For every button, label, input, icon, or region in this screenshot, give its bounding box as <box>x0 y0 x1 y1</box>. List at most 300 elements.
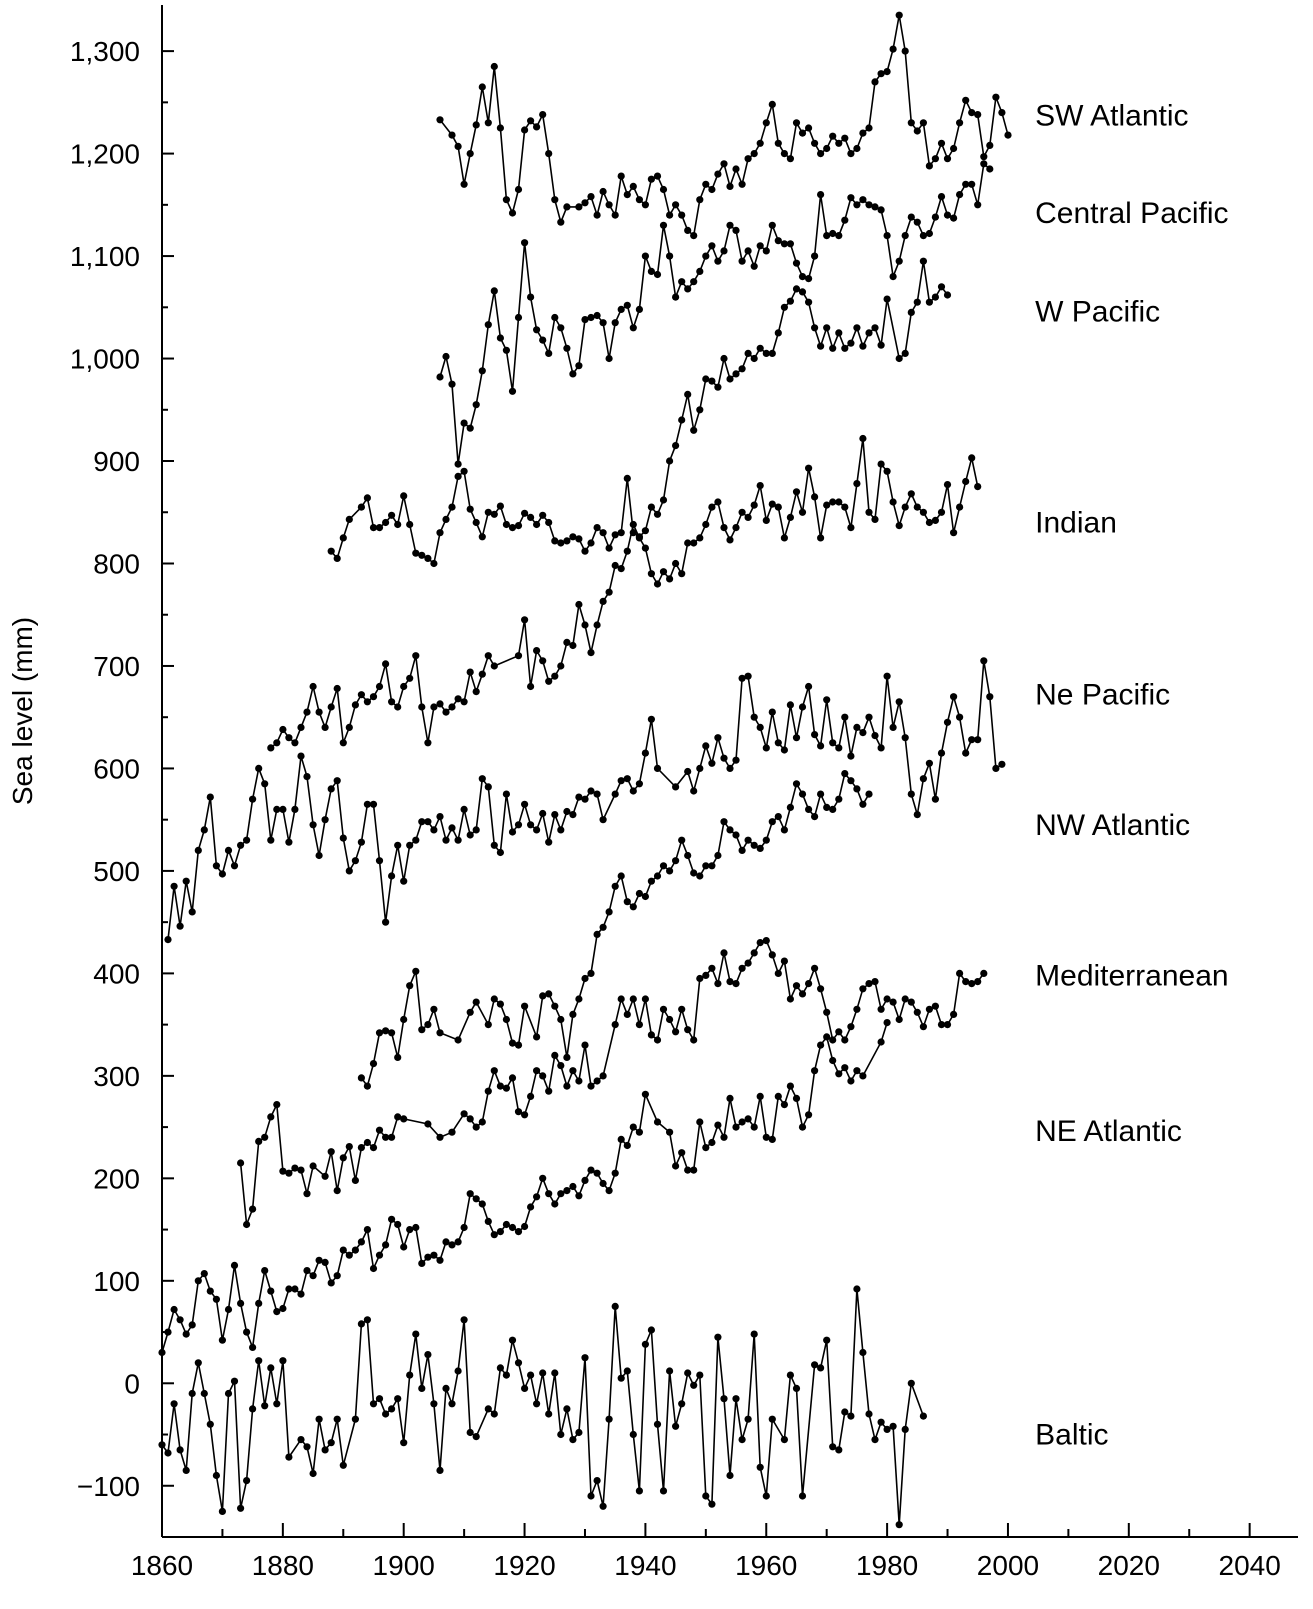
data-point-ne-atlantic <box>509 1224 516 1231</box>
data-point-ne-pacific <box>177 923 184 930</box>
data-point-indian <box>467 669 474 676</box>
data-point-central-pacific <box>938 193 945 200</box>
data-point-baltic <box>702 1492 709 1499</box>
data-point-mediterranean <box>328 1148 335 1155</box>
data-point-ne-atlantic <box>678 1149 685 1156</box>
data-point-central-pacific <box>684 285 691 292</box>
data-point-sw-atlantic <box>926 162 933 169</box>
data-point-ne-atlantic <box>751 1124 758 1131</box>
data-point-sw-atlantic <box>745 155 752 162</box>
data-point-indian <box>491 662 498 669</box>
data-point-ne-atlantic <box>237 1300 244 1307</box>
data-point-nw-atlantic <box>696 872 703 879</box>
data-point-central-pacific <box>835 232 842 239</box>
data-point-ne-atlantic <box>491 1231 498 1238</box>
data-point-central-pacific <box>950 215 957 222</box>
data-point-indian <box>479 671 486 678</box>
data-point-ne-atlantic <box>600 1180 607 1187</box>
data-point-mediterranean <box>436 1134 443 1141</box>
data-point-ne-atlantic <box>418 1260 425 1267</box>
data-point-w-pacific <box>853 324 860 331</box>
data-point-baltic <box>823 1337 830 1344</box>
data-point-mediterranean <box>702 972 709 979</box>
data-point-baltic <box>865 1410 872 1417</box>
data-point-central-pacific <box>726 222 733 229</box>
data-point-ne-pacific <box>884 673 891 680</box>
data-point-central-pacific <box>968 181 975 188</box>
data-point-indian <box>346 724 353 731</box>
data-point-sw-atlantic <box>799 130 806 137</box>
data-point-central-pacific <box>485 321 492 328</box>
data-point-sw-atlantic <box>618 173 625 180</box>
data-point-mediterranean <box>636 1021 643 1028</box>
data-point-mediterranean <box>473 1124 480 1131</box>
data-point-indian <box>871 516 878 523</box>
data-point-central-pacific <box>497 334 504 341</box>
data-point-ne-pacific <box>533 826 540 833</box>
data-point-ne-pacific <box>491 842 498 849</box>
data-point-w-pacific <box>914 299 921 306</box>
data-point-ne-pacific <box>243 837 250 844</box>
data-point-central-pacific <box>763 247 770 254</box>
data-point-baltic <box>745 1416 752 1423</box>
data-point-nw-atlantic <box>769 818 776 825</box>
data-point-ne-pacific <box>322 816 329 823</box>
data-point-indian <box>751 502 758 509</box>
series-label-sw-atlantic: SW Atlantic <box>1035 99 1189 133</box>
data-point-ne-pacific <box>998 761 1005 768</box>
data-point-baltic <box>902 1426 909 1433</box>
data-point-ne-pacific <box>382 919 389 926</box>
data-point-ne-atlantic <box>291 1285 298 1292</box>
data-point-ne-pacific <box>823 696 830 703</box>
data-point-ne-pacific <box>467 831 474 838</box>
data-point-mediterranean <box>255 1138 262 1145</box>
data-point-sw-atlantic <box>986 142 993 149</box>
data-point-central-pacific <box>751 263 758 270</box>
data-point-central-pacific <box>787 240 794 247</box>
data-point-nw-atlantic <box>757 845 764 852</box>
series-line-ne-atlantic <box>162 1023 887 1353</box>
data-point-sw-atlantic <box>485 119 492 126</box>
data-point-ne-atlantic <box>503 1221 510 1228</box>
data-point-central-pacific <box>841 217 848 224</box>
data-point-ne-pacific <box>618 777 625 784</box>
data-point-nw-atlantic <box>841 770 848 777</box>
data-point-mediterranean <box>370 1144 377 1151</box>
data-point-nw-atlantic <box>787 804 794 811</box>
y-tick-label: 200 <box>93 1163 140 1195</box>
data-point-indian <box>521 616 528 623</box>
data-point-central-pacific <box>974 201 981 208</box>
data-point-w-pacific <box>600 529 607 536</box>
data-point-baltic <box>322 1446 329 1453</box>
data-point-ne-atlantic <box>273 1308 280 1315</box>
data-point-ne-pacific <box>388 872 395 879</box>
data-point-nw-atlantic <box>581 975 588 982</box>
data-point-mediterranean <box>720 949 727 956</box>
data-point-ne-pacific <box>745 673 752 680</box>
data-point-ne-atlantic <box>310 1272 317 1279</box>
data-point-ne-pacific <box>400 878 407 885</box>
data-point-baltic <box>624 1367 631 1374</box>
y-axis-ticks <box>70 36 174 1502</box>
data-point-central-pacific <box>563 345 570 352</box>
data-point-baltic <box>751 1331 758 1338</box>
data-point-ne-atlantic <box>376 1252 383 1259</box>
data-point-baltic <box>424 1351 431 1358</box>
data-point-ne-atlantic <box>479 1200 486 1207</box>
data-point-ne-atlantic <box>461 1224 468 1231</box>
data-point-ne-pacific <box>297 753 304 760</box>
data-point-sw-atlantic <box>914 127 921 134</box>
data-point-baltic <box>636 1487 643 1494</box>
data-point-baltic <box>817 1364 824 1371</box>
data-point-w-pacific <box>346 516 353 523</box>
data-point-w-pacific <box>841 345 848 352</box>
series-points <box>158 12 1011 1529</box>
x-tick-label: 1900 <box>372 1550 435 1581</box>
data-point-ne-pacific <box>334 777 341 784</box>
data-point-nw-atlantic <box>618 872 625 879</box>
data-point-indian <box>884 468 891 475</box>
data-point-ne-pacific <box>708 760 715 767</box>
data-point-ne-atlantic <box>183 1331 190 1338</box>
data-point-mediterranean <box>714 980 721 987</box>
data-point-indian <box>412 652 419 659</box>
data-point-indian <box>781 534 788 541</box>
data-point-nw-atlantic <box>503 1016 510 1023</box>
data-point-baltic <box>648 1326 655 1333</box>
data-point-ne-atlantic <box>430 1252 437 1259</box>
data-point-sw-atlantic <box>871 78 878 85</box>
data-point-nw-atlantic <box>424 1021 431 1028</box>
data-point-ne-atlantic <box>569 1183 576 1190</box>
data-point-ne-pacific <box>926 760 933 767</box>
data-point-nw-atlantic <box>720 818 727 825</box>
data-point-sw-atlantic <box>720 160 727 167</box>
data-point-baltic <box>600 1503 607 1510</box>
data-point-ne-pacific <box>835 744 842 751</box>
data-point-ne-atlantic <box>563 1187 570 1194</box>
data-point-nw-atlantic <box>835 796 842 803</box>
data-point-baltic <box>358 1320 365 1327</box>
data-point-ne-pacific <box>811 731 818 738</box>
data-point-mediterranean <box>467 1115 474 1122</box>
data-point-sw-atlantic <box>448 132 455 139</box>
data-point-nw-atlantic <box>412 968 419 975</box>
data-point-sw-atlantic <box>636 196 643 203</box>
data-point-indian <box>974 483 981 490</box>
data-point-ne-atlantic <box>581 1177 588 1184</box>
data-point-ne-pacific <box>436 813 443 820</box>
data-point-ne-pacific <box>581 796 588 803</box>
data-point-ne-pacific <box>231 862 238 869</box>
data-point-ne-atlantic <box>497 1228 504 1235</box>
data-point-sw-atlantic <box>624 191 631 198</box>
data-point-nw-atlantic <box>406 982 413 989</box>
data-point-mediterranean <box>424 1120 431 1127</box>
data-point-indian <box>436 700 443 707</box>
data-point-indian <box>297 724 304 731</box>
data-point-mediterranean <box>624 1011 631 1018</box>
data-point-central-pacific <box>648 268 655 275</box>
data-point-mediterranean <box>376 1127 383 1134</box>
data-point-ne-atlantic <box>177 1316 184 1323</box>
data-point-mediterranean <box>648 1031 655 1038</box>
data-point-indian <box>853 480 860 487</box>
x-tick-label: 1940 <box>614 1550 677 1581</box>
data-point-mediterranean <box>914 1009 921 1016</box>
data-point-mediterranean <box>587 1083 594 1090</box>
data-point-w-pacific <box>630 529 637 536</box>
data-point-indian <box>914 504 921 511</box>
data-point-w-pacific <box>702 375 709 382</box>
data-point-central-pacific <box>799 273 806 280</box>
y-tick-label: 1,000 <box>69 343 140 375</box>
data-point-indian <box>279 726 286 733</box>
data-point-ne-atlantic <box>666 1129 673 1136</box>
data-point-ne-atlantic <box>829 1057 836 1064</box>
data-point-indian <box>878 461 885 468</box>
data-point-w-pacific <box>358 504 365 511</box>
data-point-sw-atlantic <box>461 181 468 188</box>
data-point-sw-atlantic <box>660 186 667 193</box>
data-point-w-pacific <box>418 552 425 559</box>
data-point-central-pacific <box>515 314 522 321</box>
data-point-ne-pacific <box>171 883 178 890</box>
data-point-ne-pacific <box>986 693 993 700</box>
data-point-baltic <box>261 1402 268 1409</box>
data-point-ne-pacific <box>865 714 872 721</box>
data-point-baltic <box>630 1431 637 1438</box>
data-point-w-pacific <box>364 494 371 501</box>
data-point-w-pacific <box>847 340 854 347</box>
data-point-ne-atlantic <box>382 1241 389 1248</box>
data-point-indian <box>515 652 522 659</box>
data-point-baltic <box>503 1372 510 1379</box>
data-point-indian <box>636 534 643 541</box>
data-point-baltic <box>219 1508 226 1515</box>
data-point-indian <box>485 652 492 659</box>
data-point-ne-atlantic <box>394 1221 401 1228</box>
data-point-sw-atlantic <box>944 155 951 162</box>
data-point-ne-pacific <box>914 811 921 818</box>
data-point-central-pacific <box>654 271 661 278</box>
data-point-nw-atlantic <box>865 791 872 798</box>
data-point-central-pacific <box>878 206 885 213</box>
data-point-w-pacific <box>678 416 685 423</box>
data-point-sw-atlantic <box>436 116 443 123</box>
data-point-indian <box>757 482 764 489</box>
data-point-indian <box>618 565 625 572</box>
data-point-ne-pacific <box>950 693 957 700</box>
data-point-ne-pacific <box>346 867 353 874</box>
data-point-w-pacific <box>908 309 915 316</box>
data-point-ne-pacific <box>261 780 268 787</box>
data-point-ne-pacific <box>497 849 504 856</box>
data-point-baltic <box>920 1413 927 1420</box>
data-point-w-pacific <box>672 442 679 449</box>
data-point-indian <box>678 570 685 577</box>
data-point-indian <box>920 509 927 516</box>
data-point-ne-atlantic <box>557 1190 564 1197</box>
data-point-indian <box>358 691 365 698</box>
data-point-ne-atlantic <box>630 1124 637 1131</box>
data-point-ne-atlantic <box>636 1129 643 1136</box>
data-point-w-pacific <box>533 521 540 528</box>
data-point-baltic <box>255 1357 262 1364</box>
data-point-mediterranean <box>751 949 758 956</box>
data-point-ne-atlantic <box>225 1306 232 1313</box>
data-point-sw-atlantic <box>551 196 558 203</box>
data-point-central-pacific <box>630 324 637 331</box>
data-point-w-pacific <box>382 519 389 526</box>
y-tick-label: 0 <box>124 1368 140 1400</box>
data-point-w-pacific <box>666 457 673 464</box>
data-point-nw-atlantic <box>587 970 594 977</box>
data-point-nw-atlantic <box>672 857 679 864</box>
data-point-central-pacific <box>986 165 993 172</box>
data-point-indian <box>944 481 951 488</box>
data-point-baltic <box>509 1337 516 1344</box>
y-tick-label: 500 <box>93 855 140 887</box>
data-point-ne-pacific <box>757 724 764 731</box>
data-point-mediterranean <box>823 1009 830 1016</box>
data-point-central-pacific <box>859 196 866 203</box>
data-point-w-pacific <box>781 304 788 311</box>
data-point-central-pacific <box>624 302 631 309</box>
data-point-indian <box>334 685 341 692</box>
data-point-baltic <box>847 1413 854 1420</box>
data-point-ne-pacific <box>279 806 286 813</box>
data-point-w-pacific <box>521 510 528 517</box>
x-tick-label: 1880 <box>251 1550 314 1581</box>
data-point-baltic <box>720 1395 727 1402</box>
data-point-ne-pacific <box>956 714 963 721</box>
data-point-baltic <box>334 1416 341 1423</box>
series-label-w-pacific: W Pacific <box>1035 295 1161 329</box>
data-point-nw-atlantic <box>370 1060 377 1067</box>
data-point-central-pacific <box>527 294 534 301</box>
data-point-baltic <box>455 1367 462 1374</box>
data-point-mediterranean <box>243 1221 250 1228</box>
data-point-w-pacific <box>690 427 697 434</box>
data-point-mediterranean <box>902 995 909 1002</box>
data-point-sw-atlantic <box>884 68 891 75</box>
data-point-nw-atlantic <box>455 1036 462 1043</box>
data-point-ne-pacific <box>702 742 709 749</box>
data-point-ne-pacific <box>237 842 244 849</box>
data-point-ne-pacific <box>461 806 468 813</box>
data-point-mediterranean <box>364 1139 371 1146</box>
data-point-mediterranean <box>920 1023 927 1030</box>
data-point-sw-atlantic <box>491 63 498 70</box>
y-tick-label: 1,200 <box>69 138 140 170</box>
data-point-baltic <box>606 1416 613 1423</box>
data-point-sw-atlantic <box>938 140 945 147</box>
data-point-ne-atlantic <box>642 1091 649 1098</box>
data-point-indian <box>581 621 588 628</box>
data-point-indian <box>793 488 800 495</box>
data-point-baltic <box>654 1421 661 1428</box>
data-point-nw-atlantic <box>732 831 739 838</box>
data-point-ne-pacific <box>763 744 770 751</box>
data-point-ne-pacific <box>412 837 419 844</box>
data-point-ne-pacific <box>225 847 232 854</box>
data-point-mediterranean <box>575 1077 582 1084</box>
data-point-ne-atlantic <box>388 1216 395 1223</box>
data-point-baltic <box>678 1400 685 1407</box>
data-point-baltic <box>696 1372 703 1379</box>
data-point-central-pacific <box>817 191 824 198</box>
data-point-w-pacific <box>563 537 570 544</box>
data-point-central-pacific <box>690 278 697 285</box>
data-point-mediterranean <box>974 978 981 985</box>
data-point-sw-atlantic <box>714 171 721 178</box>
data-point-nw-atlantic <box>575 995 582 1002</box>
data-point-ne-pacific <box>944 719 951 726</box>
data-point-indian <box>303 709 310 716</box>
data-point-ne-pacific <box>201 826 208 833</box>
data-point-ne-atlantic <box>714 1122 721 1129</box>
data-point-sw-atlantic <box>509 209 516 216</box>
data-point-nw-atlantic <box>817 791 824 798</box>
data-point-baltic <box>557 1431 564 1438</box>
data-point-baltic <box>587 1492 594 1499</box>
data-point-baltic <box>660 1487 667 1494</box>
data-point-ne-pacific <box>600 816 607 823</box>
data-point-ne-atlantic <box>158 1349 165 1356</box>
data-point-mediterranean <box>352 1177 359 1184</box>
data-point-indian <box>285 734 292 741</box>
data-point-ne-pacific <box>696 765 703 772</box>
data-point-sw-atlantic <box>497 124 504 131</box>
data-point-mediterranean <box>847 1023 854 1030</box>
data-point-ne-pacific <box>303 773 310 780</box>
data-point-w-pacific <box>896 355 903 362</box>
data-point-w-pacific <box>920 258 927 265</box>
data-point-baltic <box>158 1441 165 1448</box>
data-point-mediterranean <box>533 1067 540 1074</box>
data-point-ne-pacific <box>648 716 655 723</box>
data-point-ne-atlantic <box>352 1247 359 1254</box>
data-point-nw-atlantic <box>563 1054 570 1061</box>
data-point-ne-atlantic <box>358 1238 365 1245</box>
data-point-ne-pacific <box>587 787 594 794</box>
data-point-mediterranean <box>388 1134 395 1141</box>
data-point-w-pacific <box>594 524 601 531</box>
data-point-baltic <box>340 1462 347 1469</box>
data-point-mediterranean <box>491 1067 498 1074</box>
data-point-w-pacific <box>545 519 552 526</box>
data-point-ne-atlantic <box>436 1257 443 1264</box>
data-point-baltic <box>316 1416 323 1423</box>
data-point-mediterranean <box>956 970 963 977</box>
data-point-central-pacific <box>660 222 667 229</box>
data-point-ne-pacific <box>654 765 661 772</box>
data-point-ne-pacific <box>255 765 262 772</box>
data-point-sw-atlantic <box>775 140 782 147</box>
data-point-ne-atlantic <box>720 1134 727 1141</box>
data-point-mediterranean <box>273 1101 280 1108</box>
data-point-ne-atlantic <box>527 1203 534 1210</box>
series-label-baltic: Baltic <box>1035 1418 1109 1452</box>
data-point-w-pacific <box>944 291 951 298</box>
data-point-mediterranean <box>346 1143 353 1150</box>
data-point-nw-atlantic <box>557 1016 564 1023</box>
data-point-central-pacific <box>612 319 619 326</box>
